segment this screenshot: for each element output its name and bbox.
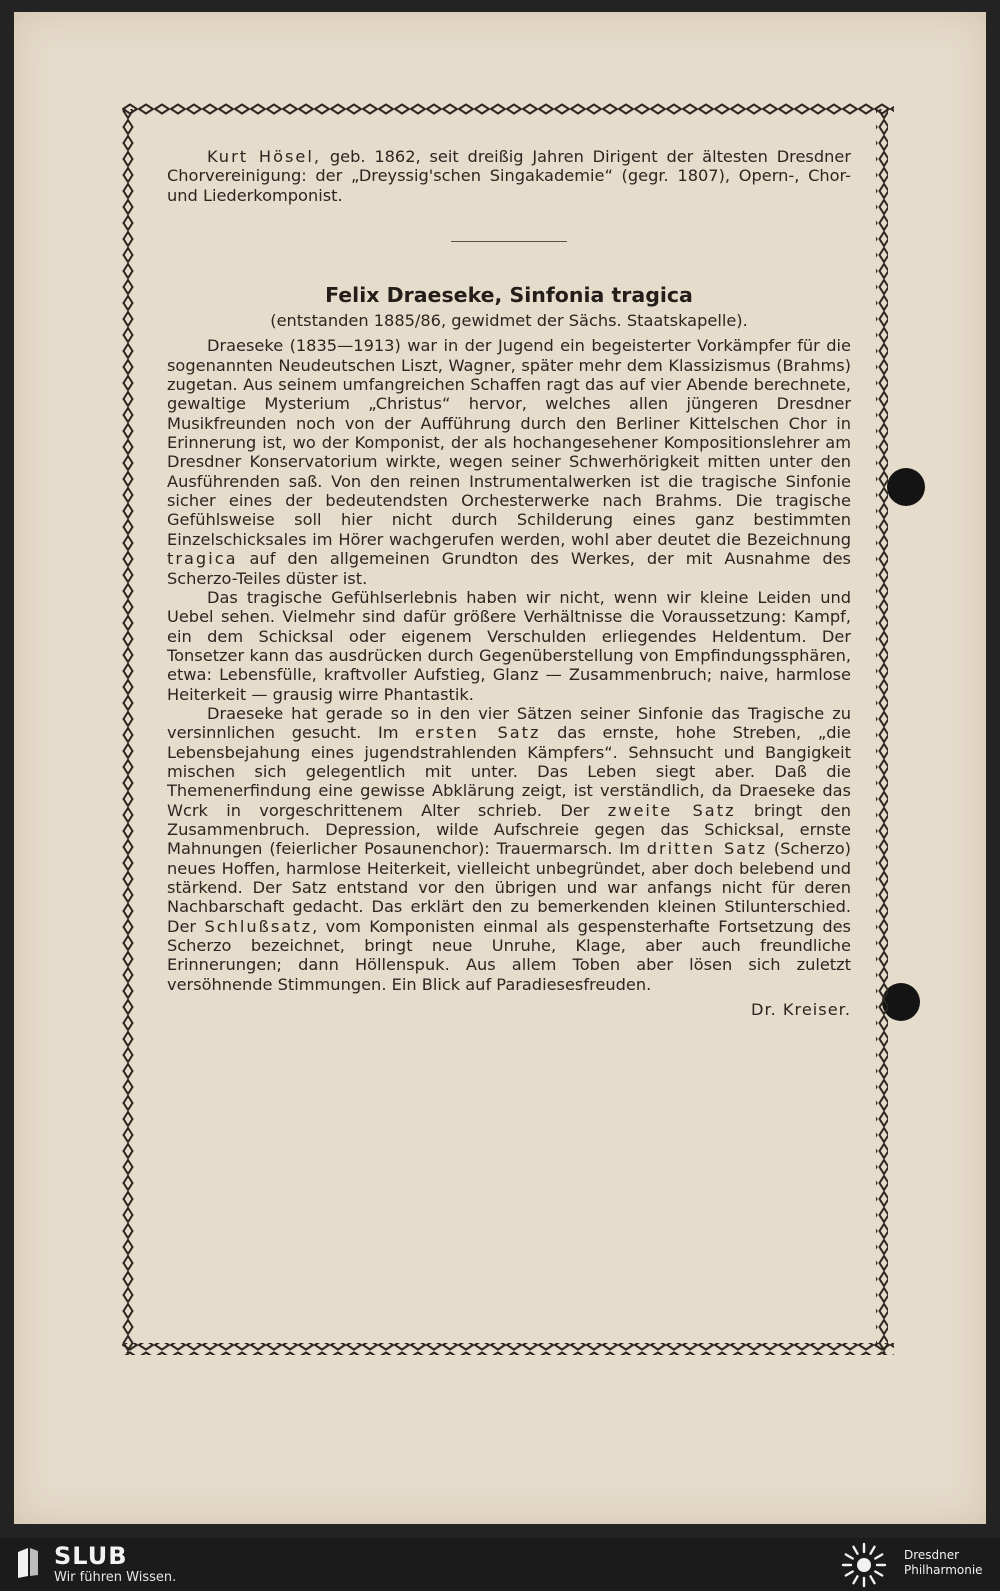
page-title: Felix Draeseke, Sinfonia tragica [325, 283, 693, 308]
philharmonie-line-1: Dresdner [904, 1548, 960, 1562]
signature: Dr. Kreiser. [750, 1000, 851, 1020]
paragraph-1 [167, 336, 851, 587]
paragraph-2: Das tragische Gefühlserlebnis haben wir nicht, wenn wir kleine Leiden und Uebel sehen. Vielmehr sind dafür größere Verhältnisse die Voraussetzung: Kampf, ein dem Schicksal oder eigenem Verschulden erliegendes Heldentum. Der Tonsetzer kann das ausdrücken durch Gegenüberstellung von Empfindungssphären, etwa: Lebensfülle, kraftvoller Aufstieg, Glanz — Zusammenbruch; naive, harmlose Heiterkeit — grausig wirre Phantastik. [167, 587, 851, 704]
paragraph-1-text-end: auf den allgemeinen Grundton des Werkes, der mit Ausnahme des Scherzo-Teiles düster ist. [167, 549, 851, 588]
intro-paragraph [167, 147, 851, 205]
paragraph-3-text-d: (Scherzo) neues Hoffen, harmlose Heiterkeit, vielleicht unbegründet, aber doch belebend und stärkend. Der Satz entstand vor den übrigen und war anfangs nicht für deren Nachbarschaft gedacht. Das erklärt den zu bemerkenden kleinen Stilunterschied. Der [167, 839, 851, 936]
emphasis-first-movement: ersten Satz [415, 723, 541, 743]
emphasis-third-movement: dritten Satz [646, 839, 768, 859]
section-divider [451, 241, 567, 242]
intro-text: geb. 1862, seit dreißig Jahren Dirigent der ältesten Dresdner Chorvereinigung: der „Dreyssig'schen Singakademie“ (gegr. 1807), Opern-, Chor- und Liederkomponist. [167, 147, 852, 205]
document-text [167, 147, 851, 1019]
paragraph-3-text-b: das ernste, hohe Streben, „die Lebensbejahung eines jugendstrahlenden Kämpfers“. Sehnsucht und Bangigkeit mischen sich gelegentlich mit unter. Das Leben siegt aber. Daß die Themenerfindung eine gewisse Abklärung zeigt, ist verständlich, da Draeseke das Wcrk in vorgeschrittenem Alter schrieb. Der [167, 723, 851, 820]
paragraph-3 [167, 704, 851, 994]
paragraph-3-text-e: , vom Komponisten einmal als gespensterhafte Fortsetzung des Scherzo bezeichnet, bringt neue Unruhe, Klage, aber auch freundliche Erinnerungen; dann Höllenspuk. Aus allem Toben aber lösen sich zuletzt versöhnende Stimmungen. Ein Blick auf Paradiesesfreuden. [167, 916, 851, 994]
footer-bar [0, 1538, 1000, 1591]
slub-logo-icon [14, 1546, 42, 1580]
philharmonie-name[interactable] [904, 1548, 983, 1578]
paragraph-3-text-c: bringt den Zusammenbruch. Depression, wilde Aufschreie gegen das Schicksal, ernste Mahnungen (feierlicher Posaunenchor): Trauermarsch. Im [167, 800, 851, 859]
slub-tagline: Wir führen Wissen. [54, 1570, 177, 1585]
intro-name: Kurt Hösel, [207, 147, 322, 166]
paragraph-1-text: Draeseke (1835—1913) war in der Jugend ein begeisterter Vorkämpfer für die sogenannten Neudeutschen Liszt, Wagner, später mehr dem Klassizismus (Brahms) zugetan. Aus seinem umfangreichen Schaffen ragt das auf vier Abende berechnete, gewaltige Mysterium „Christus“ hervor, welches allen jüngeren Dresdner Musikfreunden noch von der Aufführung durch den Berliner Kittelschen Chor in Erinnerung ist, wo der Komponist, der als hochangesehener Kompositionslehrer am Dresdner Konservatorium wirkte, wegen seiner Schwerhörigkeit mitten unter den Ausführenden saß. Von den reinen Instrumentalwerken ist die tragische Sinfonie sicher eines der bedeutendsten Orchesterwerke nach Brahms. Die tragische Gefühlsweise soll hier nicht durch Schilderung eines ganz bestimmten Einzelschicksales im Hörer wachgerufen werden, wohl aber deutet die Bezeichnung [167, 336, 851, 549]
paragraph-3-text-a: Draeseke hat gerade so in den vier Sätzen seiner Sinfonie das Tragische zu versinnlichen gesucht. Im [167, 703, 851, 743]
slub-name[interactable]: SLUB [54, 1542, 128, 1570]
emphasis-second-movement: zweite Satz [607, 800, 736, 820]
philharmonie-line-2: Philharmonie [904, 1563, 983, 1577]
page-subtitle: (entstanden 1885/86, gewidmet der Sächs. Staatskapelle). [270, 311, 748, 331]
emphasis-tragica: tragica [167, 549, 238, 569]
philharmonie-logo-icon [840, 1541, 888, 1589]
emphasis-final-movement: Schlußsatz [204, 916, 313, 936]
